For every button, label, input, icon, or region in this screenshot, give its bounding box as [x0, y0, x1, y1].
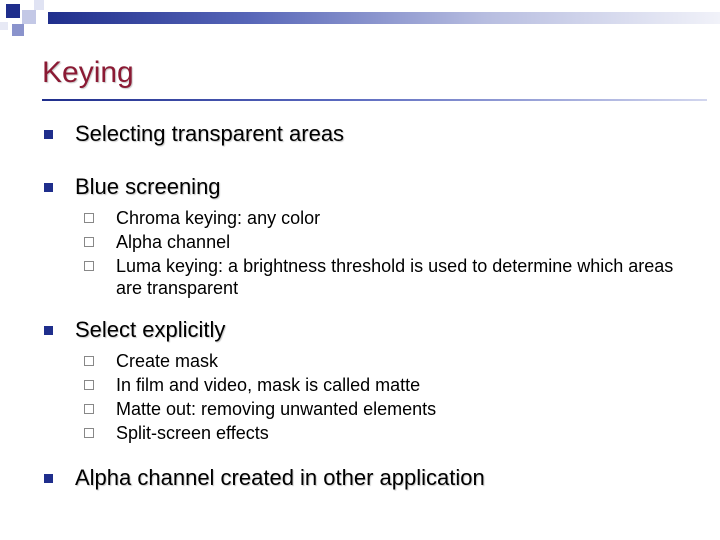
filled-square-icon	[44, 474, 53, 483]
decor-square	[12, 24, 24, 36]
bullet-text: Select explicitly	[75, 317, 226, 342]
hollow-square-icon	[84, 356, 94, 366]
sub-bullet-text: Matte out: removing unwanted elements	[116, 399, 437, 419]
sub-bullet-text: Luma keying: a brightness threshold is used to determine which areas are transparent	[116, 256, 674, 298]
filled-square-icon	[44, 130, 53, 139]
hollow-square-icon	[84, 237, 94, 247]
bullet-text: Selecting transparent areas	[75, 121, 345, 146]
bullet-text: Blue screening	[75, 174, 221, 199]
hollow-square-icon	[84, 213, 94, 223]
sub-bullet-text: Alpha channel	[116, 232, 231, 252]
decor-square	[34, 0, 44, 10]
sub-bullet-text: In film and video, mask is called matte	[116, 375, 421, 395]
sub-bullet-text: Chroma keying: any color	[116, 208, 321, 228]
sub-bullet-text: Create mask	[116, 351, 219, 371]
decor-square	[0, 22, 8, 30]
filled-square-icon	[44, 326, 53, 335]
sub-bullet-text: Split-screen effects	[116, 423, 269, 443]
hollow-square-icon	[84, 261, 94, 271]
hollow-square-icon	[84, 404, 94, 414]
title-underline	[42, 99, 707, 101]
filled-square-icon	[44, 183, 53, 192]
header-decoration	[0, 0, 720, 40]
decor-square	[6, 4, 20, 18]
hollow-square-icon	[84, 428, 94, 438]
slide-title: Keying	[42, 56, 134, 89]
decor-square	[22, 10, 36, 24]
hollow-square-icon	[84, 380, 94, 390]
header-gradient-band	[48, 12, 720, 24]
bullet-text: Alpha channel created in other application	[75, 465, 485, 490]
